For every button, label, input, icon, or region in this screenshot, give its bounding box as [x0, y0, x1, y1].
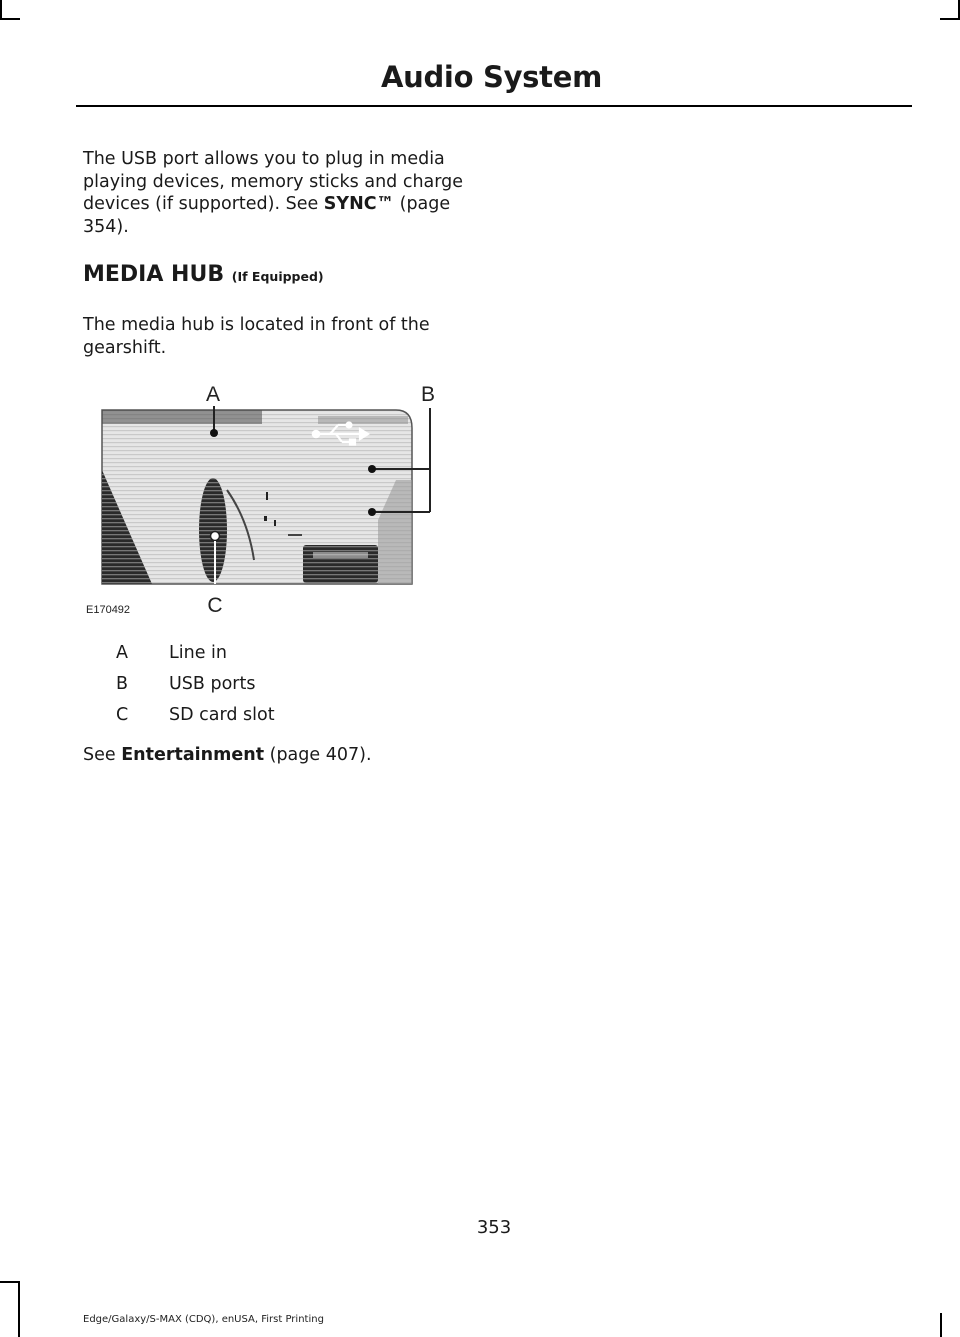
header-rule — [76, 105, 912, 107]
page-title: Audio System — [380, 60, 602, 94]
legend-label: USB ports — [169, 674, 256, 694]
intro-paragraph: The USB port allows you to plug in media playing devices, memory sticks and charge devices (if supported). See SYNC™ (page 354). — [83, 149, 464, 237]
sync-reference-link[interactable]: SYNC™ — [323, 194, 395, 214]
gearshift-base — [303, 545, 378, 583]
media-hub-figure — [78, 370, 458, 620]
callout-b-dot-lower — [368, 508, 376, 516]
legend-key: A — [116, 643, 128, 663]
edition-footer: Edge/Galaxy/S-MAX (CDQ), enUSA, First Printing — [83, 1314, 324, 1325]
callout-b-label: B — [420, 383, 436, 406]
if-equipped-note: (If Equipped) — [231, 269, 324, 284]
crop-mark — [940, 1313, 942, 1337]
legend-label: SD card slot — [169, 705, 275, 725]
media-hub-illustration — [78, 370, 458, 620]
page-number: 353 — [476, 1217, 512, 1238]
entertainment-reference-link[interactable]: Entertainment — [121, 745, 265, 765]
legend-label: Line in — [169, 643, 227, 663]
callout-c-dot — [211, 532, 220, 541]
crop-mark — [18, 1281, 20, 1337]
callout-b-dot-upper — [368, 465, 376, 473]
see-also-paragraph: See Entertainment (page 407). — [83, 745, 372, 765]
figure-code: E170492 — [86, 604, 131, 616]
section-lead-paragraph: The media hub is located in front of the gearshift. — [83, 315, 430, 358]
legend-key: C — [116, 705, 129, 725]
sd-card-slot-shape — [199, 478, 227, 582]
crop-mark — [0, 18, 20, 20]
callout-c-label: C — [207, 594, 223, 617]
crop-mark — [940, 18, 960, 20]
callout-a-dot — [210, 429, 218, 437]
crop-mark — [0, 0, 2, 20]
crop-mark — [0, 1281, 20, 1283]
legend-key: B — [116, 674, 129, 694]
section-heading: MEDIA HUB (If Equipped) — [83, 262, 324, 287]
callout-a-label: A — [205, 383, 221, 406]
